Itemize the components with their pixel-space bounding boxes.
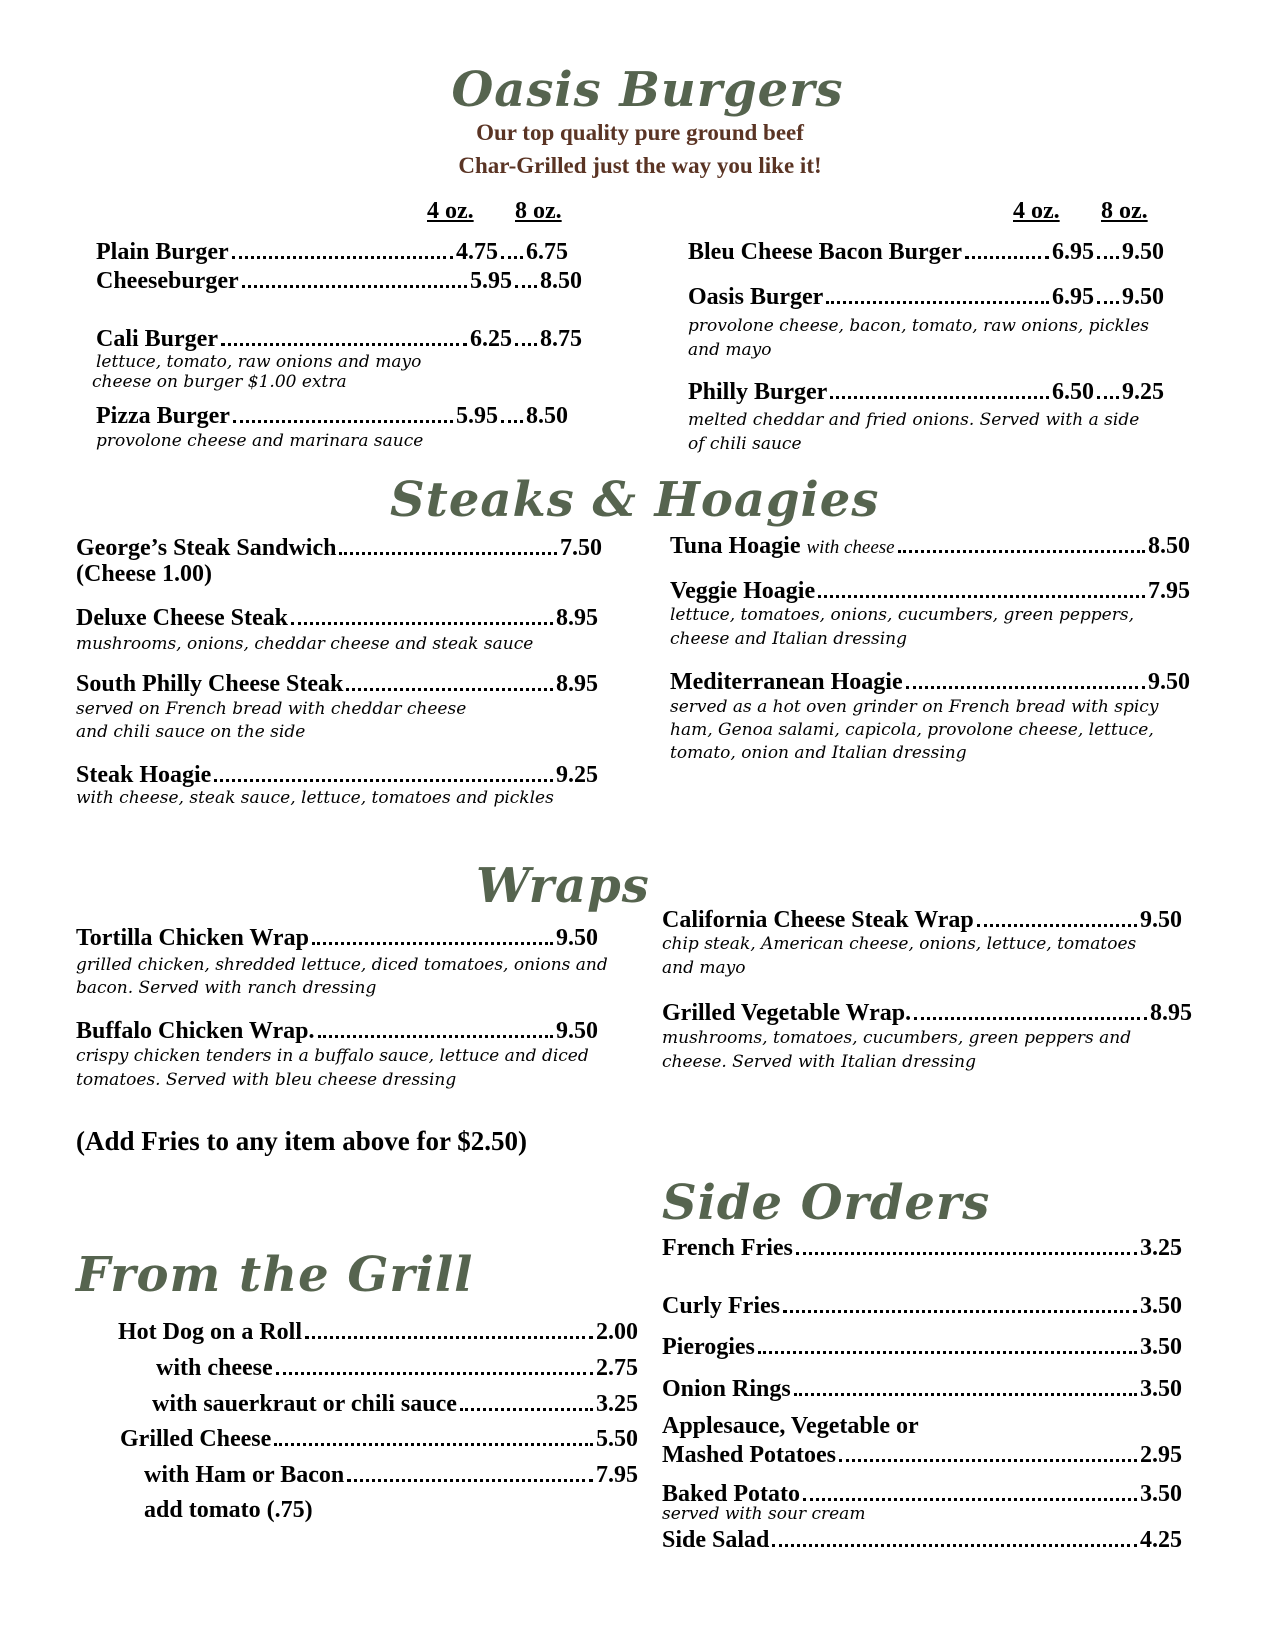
leader-dots <box>214 779 553 782</box>
item-description: provolone cheese and marinara sauce <box>96 431 424 451</box>
item-description: and chili sauce on the side <box>76 722 306 742</box>
col-header-4oz-left: 4 oz. <box>427 198 474 224</box>
item-name: Pizza Burger <box>96 403 230 429</box>
leader-dots <box>501 256 523 259</box>
price: 9.50 <box>556 1018 598 1044</box>
item-description: of chili sauce <box>688 434 802 454</box>
price: 8.95 <box>556 605 598 631</box>
item-description: mushrooms, onions, cheddar cheese and steak sauce <box>76 634 534 654</box>
item-name: French Fries <box>662 1235 793 1261</box>
price: 9.25 <box>556 762 598 788</box>
menu-item-oasis-burger <box>688 283 1164 311</box>
item-description: provolone cheese, bacon, tomato, raw onions, pickles <box>688 316 1149 336</box>
item-name: Oasis Burger <box>688 284 824 310</box>
col-header-4oz-right: 4 oz. <box>1013 198 1060 224</box>
add-tomato-note: add tomato (.75) <box>144 1497 313 1523</box>
leader-dots <box>346 688 553 691</box>
item-name: Mashed Potatoes <box>662 1442 836 1468</box>
leader-dots <box>758 1351 1137 1354</box>
price: 5.50 <box>596 1426 638 1452</box>
menu-item-cheeseburger <box>96 267 582 295</box>
item-name: Deluxe Cheese Steak <box>76 605 288 631</box>
item-description: chip steak, American cheese, onions, lettuce, tomatoes <box>662 934 1137 954</box>
menu-item-veggie-hoagie <box>670 577 1190 605</box>
leader-dots <box>839 1459 1137 1462</box>
item-name: Grilled Cheese <box>120 1426 272 1452</box>
price: 8.50 <box>1148 533 1190 559</box>
leader-dots <box>772 1544 1137 1547</box>
leader-dots <box>977 924 1137 927</box>
price-8oz: 9.25 <box>1122 379 1164 405</box>
menu-item-plain-burger <box>96 238 568 266</box>
item-description: cheese. Served with Italian dressing <box>662 1052 976 1072</box>
leader-dots <box>1097 396 1119 399</box>
price: 3.25 <box>596 1391 638 1417</box>
item-name: Bleu Cheese Bacon Burger <box>688 239 962 265</box>
item-name-qualifier: with cheese <box>806 537 895 558</box>
item-name: Buffalo Chicken Wrap. <box>76 1018 315 1044</box>
leader-dots <box>830 396 1049 399</box>
price-8oz: 8.50 <box>540 268 582 294</box>
leader-dots <box>803 1498 1137 1501</box>
col-header-8oz-left: 8 oz. <box>515 198 562 224</box>
menu-item-cali-burger <box>96 325 582 353</box>
menu-item-curly-fries <box>662 1292 1182 1320</box>
item-description: with cheese, steak sauce, lettuce, tomatoes and pickles <box>76 788 554 808</box>
leader-dots <box>233 420 453 423</box>
leader-dots <box>794 1393 1137 1396</box>
leader-dots <box>318 1035 554 1038</box>
price-4oz: 4.75 <box>456 239 498 265</box>
leader-dots <box>276 1372 593 1375</box>
price: 8.95 <box>556 671 598 697</box>
item-name: Pierogies <box>662 1334 755 1360</box>
price: 2.95 <box>1140 1442 1182 1468</box>
price: 3.50 <box>1140 1293 1182 1319</box>
item-name: Steak Hoagie <box>76 762 212 788</box>
menu-item-side-salad <box>662 1526 1182 1554</box>
price: 9.50 <box>1140 907 1182 933</box>
item-description: and mayo <box>662 958 746 978</box>
price: 3.50 <box>1140 1334 1182 1360</box>
col-header-8oz-right: 8 oz. <box>1101 198 1148 224</box>
menu-item-tuna-hoagie <box>670 532 1190 562</box>
menu-item-bleu-cheese-bacon-burger <box>688 238 1164 266</box>
price-8oz: 8.75 <box>540 326 582 352</box>
section-title-wraps: Wraps <box>476 858 650 914</box>
item-description: served on French bread with cheddar cheese <box>76 699 467 719</box>
leader-dots <box>783 1310 1137 1313</box>
price: 2.00 <box>596 1319 638 1345</box>
leader-dots <box>898 550 1145 553</box>
menu-item-grilled-vegetable-wrap <box>662 999 1192 1027</box>
menu-item-california-cheese-steak-wrap <box>662 906 1182 934</box>
item-description: lettuce, tomato, raw onions and mayo <box>96 352 422 372</box>
price: 7.95 <box>1148 578 1190 604</box>
menu-item-south-philly-cheese-steak <box>76 670 598 698</box>
item-description: served with sour cream <box>662 1504 866 1524</box>
item-name: with Ham or Bacon <box>144 1462 345 1488</box>
leader-dots <box>347 1479 593 1482</box>
price-4oz: 6.95 <box>1052 284 1094 310</box>
item-name: with sauerkraut or chili sauce <box>152 1391 457 1417</box>
price: 3.50 <box>1140 1376 1182 1402</box>
menu-item-steak-hoagie <box>76 761 598 789</box>
leader-dots <box>796 1252 1137 1255</box>
item-name-text: Tuna Hoagie <box>670 533 801 559</box>
section-title-from-the-grill: From the Grill <box>76 1247 474 1303</box>
section-title-side-orders: Side Orders <box>662 1175 991 1231</box>
leader-dots <box>232 256 453 259</box>
item-name: Side Salad <box>662 1527 770 1553</box>
item-name: Plain Burger <box>96 239 229 265</box>
leader-dots <box>274 1443 593 1446</box>
leader-dots <box>305 1336 593 1339</box>
item-name: with cheese <box>156 1355 273 1381</box>
menu-title: Oasis Burgers <box>451 62 844 118</box>
price-4oz: 6.95 <box>1052 239 1094 265</box>
item-description: served as a hot oven grinder on French bread with spicy <box>670 697 1159 717</box>
item-name: South Philly Cheese Steak <box>76 671 344 697</box>
leader-dots <box>826 301 1049 304</box>
price-8oz: 8.50 <box>526 403 568 429</box>
leader-dots <box>242 285 467 288</box>
leader-dots <box>515 285 537 288</box>
menu-subtitle-2: Char-Grilled just the way you like it! <box>458 153 822 178</box>
leader-dots <box>501 420 523 423</box>
menu-item-georges-steak-sandwich <box>76 534 602 562</box>
item-name: Cheeseburger <box>96 268 239 294</box>
menu-item-grilled-cheese-with-ham <box>144 1461 638 1489</box>
price-8oz: 6.75 <box>526 239 568 265</box>
menu-item-french-fries <box>662 1234 1182 1262</box>
menu-item-deluxe-cheese-steak <box>76 604 598 632</box>
price-4oz: 6.50 <box>1052 379 1094 405</box>
menu-item-philly-burger <box>688 378 1164 406</box>
item-name: Mediterranean Hoagie <box>670 669 903 695</box>
item-description: melted cheddar and fried onions. Served with a side <box>688 410 1140 430</box>
leader-dots <box>818 595 1145 598</box>
section-title-steaks-hoagies: Steaks & Hoagies <box>390 472 880 528</box>
leader-dots <box>914 1017 1147 1020</box>
leader-dots <box>515 343 537 346</box>
item-name: Baked Potato <box>662 1481 800 1507</box>
price-4oz: 6.25 <box>470 326 512 352</box>
item-description: tomatoes. Served with bleu cheese dressing <box>76 1070 457 1090</box>
price: 2.75 <box>596 1355 638 1381</box>
menu-item-mediterranean-hoagie <box>670 668 1190 696</box>
item-name: Onion Rings <box>662 1376 791 1402</box>
price: 8.95 <box>1150 1000 1192 1026</box>
menu-subtitle-1: Our top quality pure ground beef <box>476 120 804 145</box>
leader-dots <box>906 686 1145 689</box>
menu-item-pierogies <box>662 1333 1182 1361</box>
leader-dots <box>221 343 467 346</box>
leader-dots <box>460 1408 593 1411</box>
price-4oz: 5.95 <box>456 403 498 429</box>
item-description: tomato, onion and Italian dressing <box>670 743 967 763</box>
item-description: grilled chicken, shredded lettuce, diced tomatoes, onions and <box>76 955 608 975</box>
item-name <box>670 532 895 562</box>
menu-item-hot-dog-with-sauerkraut <box>152 1390 638 1418</box>
leader-dots <box>965 256 1049 259</box>
menu-item-buffalo-chicken-wrap <box>76 1017 598 1045</box>
item-description: lettuce, tomatoes, onions, cucumbers, green peppers, <box>670 605 1134 625</box>
leader-dots <box>312 942 553 945</box>
price: 9.50 <box>1148 669 1190 695</box>
item-name: California Cheese Steak Wrap <box>662 907 974 933</box>
item-name: Hot Dog on a Roll <box>118 1319 303 1345</box>
price: 7.50 <box>560 535 602 561</box>
menu-item-pizza-burger <box>96 402 568 430</box>
price: 9.50 <box>556 925 598 951</box>
add-fries-note: (Add Fries to any item above for $2.50) <box>76 1126 527 1156</box>
price: 7.95 <box>596 1462 638 1488</box>
item-description: mushrooms, tomatoes, cucumbers, green peppers and <box>662 1028 1132 1048</box>
item-name: Cali Burger <box>96 326 218 352</box>
item-description: ham, Genoa salami, capicola, provolone cheese, lettuce, <box>670 720 1154 740</box>
price: 3.50 <box>1140 1481 1182 1507</box>
menu-item-hot-dog-with-cheese <box>156 1354 638 1382</box>
leader-dots <box>1097 301 1119 304</box>
price-4oz: 5.95 <box>470 268 512 294</box>
item-extra-note: (Cheese 1.00) <box>76 561 212 587</box>
item-name: George’s Steak Sandwich <box>76 535 337 561</box>
leader-dots <box>1097 256 1119 259</box>
menu-item-tortilla-chicken-wrap <box>76 924 598 952</box>
item-description: crispy chicken tenders in a buffalo sauce, lettuce and diced <box>76 1046 589 1066</box>
price: 3.25 <box>1140 1235 1182 1261</box>
leader-dots <box>339 552 557 555</box>
item-description: and mayo <box>688 340 772 360</box>
item-name: Tortilla Chicken Wrap <box>76 925 309 951</box>
menu-item-hot-dog <box>118 1318 638 1346</box>
item-name-prefix: Applesauce, Vegetable or <box>662 1413 919 1439</box>
menu-item-grilled-cheese <box>120 1425 638 1453</box>
item-name: Philly Burger <box>688 379 828 405</box>
item-description: cheese and Italian dressing <box>670 629 907 649</box>
menu-item-onion-rings <box>662 1375 1182 1403</box>
price-8oz: 9.50 <box>1122 239 1164 265</box>
item-description: bacon. Served with ranch dressing <box>76 978 377 998</box>
leader-dots <box>291 622 553 625</box>
price-8oz: 9.50 <box>1122 284 1164 310</box>
item-name: Grilled Vegetable Wrap. <box>662 1000 912 1026</box>
item-name: Curly Fries <box>662 1293 780 1319</box>
item-description: cheese on burger $1.00 extra <box>92 372 347 392</box>
price: 4.25 <box>1140 1527 1182 1553</box>
item-name: Veggie Hoagie <box>670 578 816 604</box>
menu-item-applesauce-vegetable-mashed <box>662 1441 1182 1469</box>
